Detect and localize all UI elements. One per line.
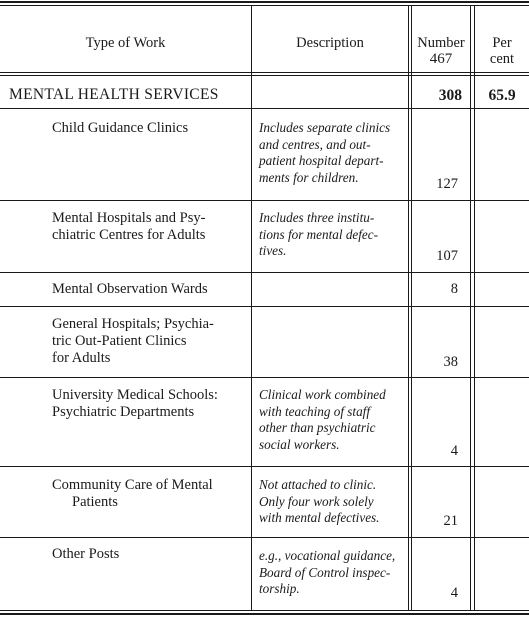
- top-rule: [0, 1, 529, 3]
- type-of-work: Mental Observation Wards: [52, 281, 208, 297]
- row-rule: [0, 200, 529, 201]
- number-value: 8: [450, 281, 458, 297]
- row-rule: [0, 377, 529, 378]
- row-rule: [0, 466, 529, 467]
- header-description: Description: [296, 35, 364, 51]
- section-title: MENTAL HEALTH SERVICES: [9, 86, 219, 103]
- header-type-of-work: Type of Work: [85, 35, 166, 51]
- row-rule: [0, 306, 529, 307]
- row-rule: [0, 537, 529, 538]
- column-divider: [470, 6, 471, 610]
- type-of-work: Mental Hospitals and Psy- chiatric Centres for Adults: [52, 210, 206, 243]
- number-value: 21: [443, 513, 458, 529]
- description: Not attached to clinic. Only four work solely with mental defectives.: [259, 477, 380, 525]
- number-value: 127: [436, 176, 458, 192]
- top-rule-thin: [0, 5, 529, 6]
- description: Clinical work combined with teaching of staff other than psychiatric social workers.: [259, 387, 386, 452]
- section-number: 308: [438, 87, 462, 104]
- number-value: 107: [436, 248, 458, 264]
- type-of-work: University Medical Schools: Psychiatric Departments: [52, 387, 218, 420]
- description: Includes separate clinics and centres, and out- patient hospital depart- ments for children.: [259, 120, 391, 185]
- column-divider: [408, 6, 409, 610]
- header-rule: [0, 72, 529, 73]
- header-cent: cent: [489, 51, 515, 67]
- column-divider: [474, 6, 475, 610]
- type-of-work: General Hospitals; Psychia- tric Out-Patient Clinics for Adults: [52, 316, 214, 366]
- number-value: 38: [443, 354, 458, 370]
- number-value: 4: [450, 585, 458, 601]
- header-number: Number: [417, 35, 465, 51]
- type-of-work: Child Guidance Clinics: [52, 120, 189, 136]
- bottom-rule-thin: [0, 610, 529, 611]
- column-divider: [251, 6, 252, 610]
- bottom-rule: [0, 613, 529, 615]
- section-percent: 65.9: [488, 87, 516, 104]
- type-of-work: Other Posts: [52, 546, 120, 562]
- number-value: 4: [450, 443, 458, 459]
- section-rule: [0, 108, 529, 109]
- row-rule: [0, 272, 529, 273]
- header-rule-2: [0, 75, 529, 76]
- description: Includes three institu- tions for mental defec- tives.: [259, 210, 379, 258]
- description: e.g., vocational guidance, Board of Control inspec- torship.: [259, 548, 396, 596]
- type-of-work: Community Care of Mental Patients: [52, 477, 213, 510]
- header-number-total: 467: [429, 51, 453, 67]
- header-per: Per: [492, 35, 512, 51]
